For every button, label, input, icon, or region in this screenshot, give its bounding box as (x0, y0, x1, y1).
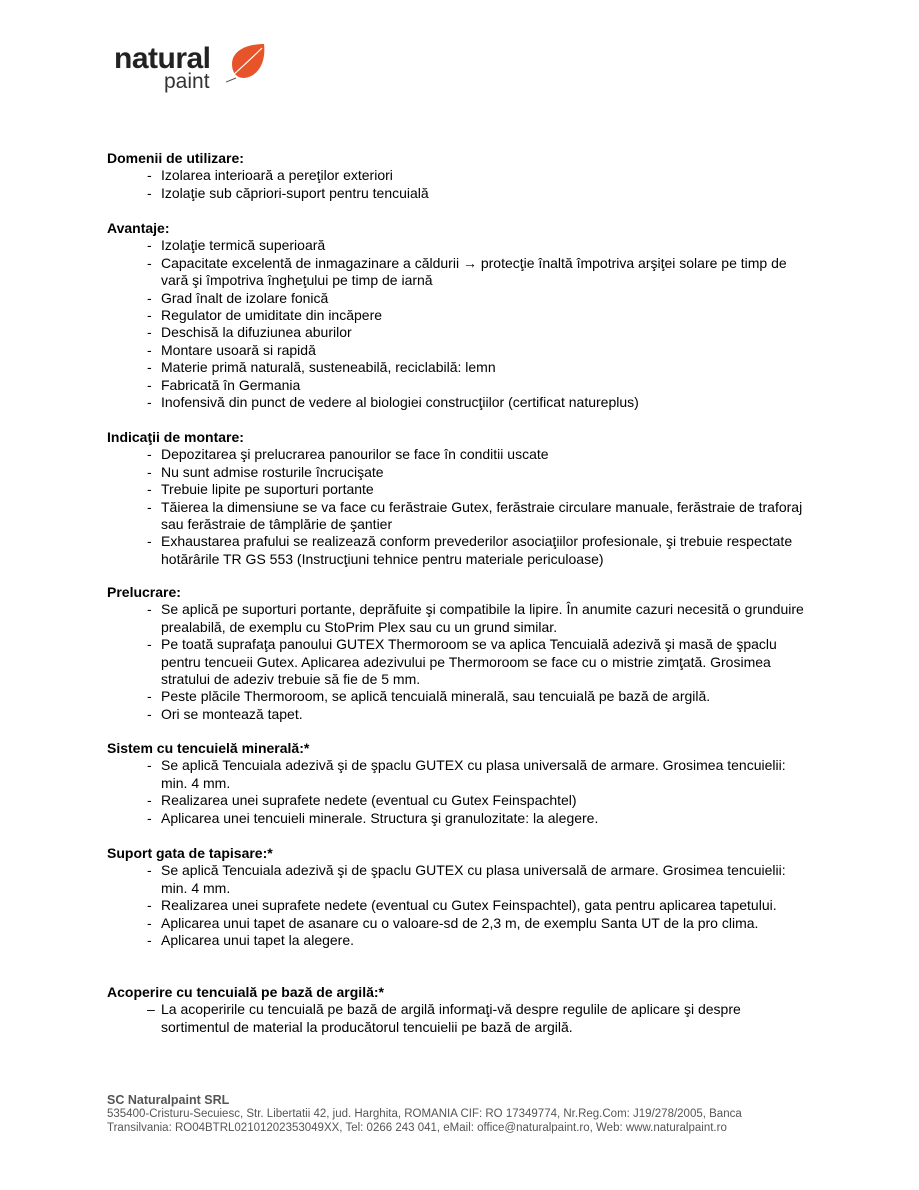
list-item (107, 688, 811, 705)
footer-contact: Transilvania: RO04BTRL02101202353049XX, Tel: 0266 243 041, eMail: office@naturalpaint.ro, Web: www.naturalpaint.ro (107, 1122, 727, 1134)
list-item-text: Inofensivă din punct de vedere al biologiei construcţiilor (certificat natureplus) (161, 394, 639, 411)
dash-bullet-icon: - (147, 359, 152, 376)
list-item (107, 601, 811, 636)
list-item (107, 237, 811, 254)
list-item-text: Se aplică Tencuiala adezivă şi de şpaclu GUTEX cu plasa universală de armare. Grosimea tencuielii: min. 4 mm. (161, 757, 786, 791)
dash-bullet-icon: - (147, 184, 152, 201)
list-item-text: Depozitarea şi prelucrarea panourilor se face în conditii uscate (161, 446, 549, 463)
list-item (107, 255, 811, 290)
list-item-text: Aplicarea unei tencuieli minerale. Structura şi granulozitate: la alegere. (161, 809, 599, 826)
section-heading: Indicaţii de montare: (107, 429, 244, 445)
list-item (107, 377, 811, 394)
footer (107, 1093, 827, 1135)
dash-bullet-icon: - (147, 376, 152, 393)
dash-bullet-icon: - (147, 897, 152, 914)
list-item (107, 359, 811, 376)
list-item (107, 636, 811, 688)
list-item-text: Ori se montează tapet. (161, 705, 303, 722)
list-item (107, 324, 811, 341)
section (107, 429, 827, 568)
dash-bullet-icon: - (147, 307, 152, 324)
footer-address: 535400-Cristuru-Secuiesc, Str. Libertatii 42, jud. Harghita, ROMANIA CIF: RO 17349774, Nr.Reg.Com: J19/278/2005, Banca (107, 1108, 742, 1120)
dash-bullet-icon: - (147, 705, 152, 722)
list-item (107, 394, 811, 411)
dash-bullet-icon: - (147, 341, 152, 358)
dash-bullet-icon: - (147, 636, 152, 653)
list-item (107, 481, 811, 498)
list-item (107, 810, 811, 827)
dash-bullet-icon: - (147, 533, 152, 550)
list-item-text: Izolaţie termică superioară (161, 237, 326, 254)
bullet-list (107, 446, 827, 568)
section (107, 740, 827, 827)
section (107, 150, 827, 202)
list-item (107, 862, 811, 897)
dash-bullet-icon: - (147, 862, 152, 879)
bullet-list (107, 862, 827, 949)
dash-bullet-icon: - (147, 601, 152, 618)
dash-bullet-icon: - (147, 446, 152, 463)
list-item (107, 932, 811, 949)
list-item (107, 307, 811, 324)
footer-company: SC Naturalpaint SRL (107, 1093, 230, 1107)
list-item (107, 1001, 811, 1036)
list-item (107, 533, 811, 568)
list-item-text: Se aplică Tencuiala adezivă şi de şpaclu GUTEX cu plasa universală de armare. Grosimea tencuielii: min. 4 mm. (161, 862, 786, 896)
list-item-text: Nu sunt admise rosturile încrucişate (161, 463, 384, 480)
list-item-text: Peste plăcile Thermoroom, se aplică tencuială minerală, sau tencuială pe bază de argilă. (161, 688, 711, 705)
dash-bullet-icon: - (147, 289, 152, 306)
dash-bullet-icon: - (147, 394, 152, 411)
section-heading: Sistem cu tencuielă minerală:* (107, 740, 310, 756)
section (107, 984, 827, 1036)
list-item-text: Pe toată suprafaţa panoului GUTEX Thermoroom se va aplica Tencuială adezivă şi masă de şpaclu pentru tencueii Gutex. Aplicarea adezivului pe Thermoroom se face cu o mistrie zimţată. Grosimea stratului de adeziv trebuie să fie de 5 mm. (161, 636, 777, 688)
dash-bullet-icon: - (147, 481, 152, 498)
list-item (107, 185, 811, 202)
dash-bullet-icon: - (147, 757, 152, 774)
list-item (107, 167, 811, 184)
list-item-text: La acoperirile cu tencuială pe bază de argilă informaţi-vă despre regulile de aplicare şi despre sortimentul de material la producătorul tencuielii pe bază de argilă. (161, 1001, 741, 1035)
dash-bullet-icon: - (147, 324, 152, 341)
list-item-text: Capacitate excelentă de inmagazinare a căldurii → protecţie înaltă împotriva arşiţei solare pe timp de vară şi împotriva îngheţului pe timp de iarnă (161, 254, 787, 289)
section (107, 584, 827, 723)
list-item-text: Trebuie lipite pe suporturi portante (161, 481, 374, 498)
list-item-text: Deschisă la difuziunea aburilor (161, 324, 352, 341)
dash-bullet-icon: - (147, 498, 152, 515)
bullet-list (107, 167, 827, 202)
list-item-text: Montare usoară si rapidă (161, 341, 316, 358)
list-item (107, 342, 811, 359)
section (107, 220, 827, 411)
list-item-text: Grad înalt de izolare fonică (161, 289, 329, 306)
list-item (107, 897, 811, 914)
leaf-icon (226, 42, 268, 86)
list-item-text: Exhaustarea prafului se realizează conform prevederilor asociaţiilor profesionale, şi trebuie respectate hotărârile TR GS 553 (Instrucţiuni tehnice pentru materiale periculoase) (161, 533, 793, 567)
dash-bullet-icon: – (147, 1001, 155, 1018)
bullet-list (107, 1001, 827, 1036)
list-item (107, 499, 811, 534)
logo-word-natural: natural (114, 42, 211, 75)
list-item-text: Tăierea la dimensiune se va face cu ferăstraie Gutex, ferăstraie circulare manuale, ferăstraie de traforaj sau ferăstraie de tâmplărie de şantier (161, 498, 803, 533)
dash-bullet-icon: - (147, 914, 152, 931)
section-heading: Suport gata de tapisare:* (107, 845, 273, 861)
list-item (107, 915, 811, 932)
list-item (107, 706, 811, 723)
list-item-text: Realizarea unei suprafete nedete (eventual cu Gutex Feinspachtel) (161, 792, 577, 809)
list-item-text: Materie primă naturală, susteneabilă, reciclabilă: lemn (161, 359, 496, 376)
dash-bullet-icon: - (147, 167, 152, 184)
list-item-text: Izolaţie sub căpriori-suport pentru tencuială (161, 184, 429, 201)
section-heading: Prelucrare: (107, 584, 181, 600)
section-heading: Domenii de utilizare: (107, 150, 244, 166)
dash-bullet-icon: - (147, 463, 152, 480)
bullet-list (107, 757, 827, 827)
list-item (107, 446, 811, 463)
list-item-text: Se aplică pe suporturi portante, deprăfuite şi compatibile la lipire. În anumite cazuri necesită o grunduire prealabilă, de exemplu cu StoPrim Plex sau cu un grund similar. (161, 601, 804, 635)
list-item-text: Fabricată în Germania (161, 376, 301, 393)
dash-bullet-icon: - (147, 809, 152, 826)
dash-bullet-icon: - (147, 932, 152, 949)
dash-bullet-icon: - (147, 254, 152, 271)
list-item-text: Realizarea unei suprafete nedete (eventual cu Gutex Feinspachtel), gata pentru aplicarea tapetului. (161, 897, 777, 914)
bullet-list (107, 601, 827, 723)
list-item (107, 464, 811, 481)
list-item (107, 290, 811, 307)
bullet-list (107, 237, 827, 411)
list-item (107, 792, 811, 809)
dash-bullet-icon: - (147, 688, 152, 705)
section-heading: Avantaje: (107, 220, 170, 236)
dash-bullet-icon: - (147, 237, 152, 254)
section-heading: Acoperire cu tencuială pe bază de argilă:* (107, 984, 384, 1000)
list-item (107, 757, 811, 792)
section (107, 845, 827, 949)
list-item-text: Regulator de umiditate din incăpere (161, 307, 383, 324)
list-item-text: Aplicarea unui tapet la alegere. (161, 932, 355, 949)
logo-word-paint: paint (164, 70, 210, 93)
natural-paint-logo (114, 40, 264, 100)
list-item-text: Aplicarea unui tapet de asanare cu o valoare-sd de 2,3 m, de exemplu Santa UT de la pro clima. (161, 914, 759, 931)
dash-bullet-icon: - (147, 792, 152, 809)
list-item-text: Izolarea interioară a pereţilor exteriori (161, 167, 393, 184)
